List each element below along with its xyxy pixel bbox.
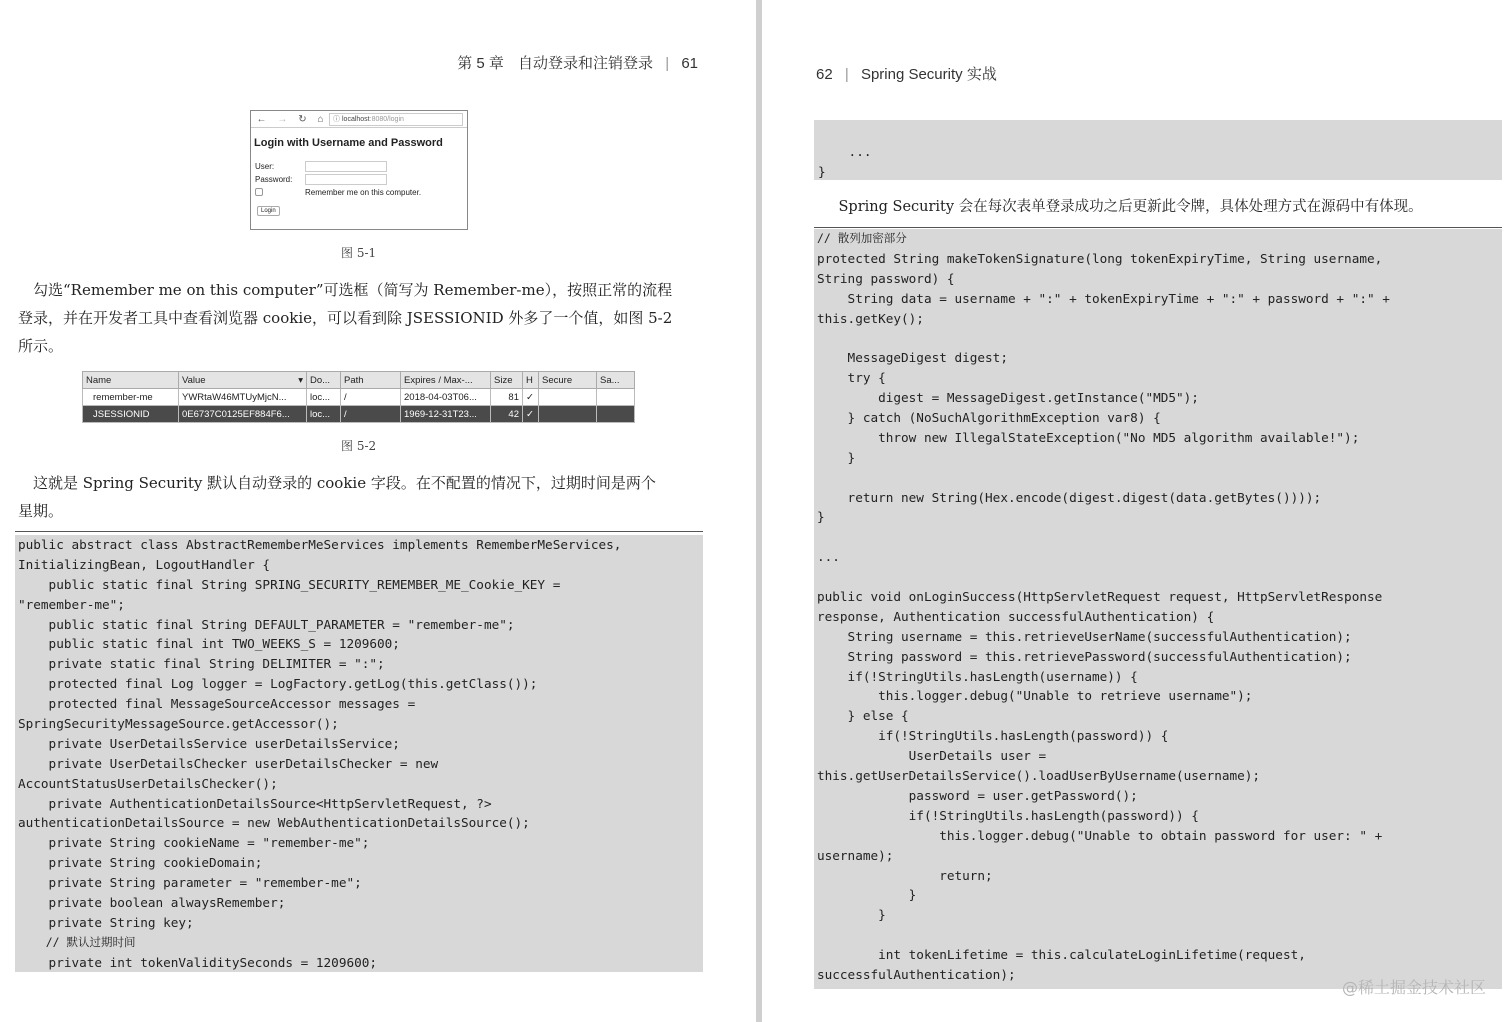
code-line: this.getKey(); (817, 310, 924, 326)
login-form-title: Login with Username and Password (254, 137, 443, 149)
code-line (817, 527, 1502, 547)
paragraph-token-update (824, 193, 1512, 221)
code-line: UserDetails user = (817, 748, 1047, 764)
sort-down-icon: ▾ (298, 374, 303, 386)
code-line: protected final Log logger = LogFactory.getLog(this.getClass()); (18, 676, 538, 692)
password-row (255, 173, 467, 185)
password-label: Password: (255, 174, 293, 184)
table-cell: ✓ (523, 389, 539, 406)
right-page (762, 0, 1512, 1022)
code-line: // 默认过期时间 (18, 934, 136, 949)
paragraph-line: Spring Security 会在每次表单登录成功之后更新此令牌，具体处理方式在源码中有体现。 (824, 199, 1423, 215)
remember-label: Remember me on this computer. (305, 187, 422, 197)
code-line: int tokenLifetime = this.calculateLoginLifetime(request, (817, 947, 1306, 963)
column-header: Path (341, 372, 401, 389)
code-line: throw new IllegalStateException("No MD5 algorithm available!"); (817, 429, 1360, 445)
code-line: } (817, 887, 917, 903)
cookie-row-remember-me (83, 389, 635, 406)
table-cell: 0E6737C0125EF884F6... (179, 406, 307, 423)
table-cell (539, 389, 597, 406)
code-line: return new String(Hex.encode(digest.digest(data.getBytes()))); (817, 489, 1322, 505)
column-header: Size (491, 372, 523, 389)
column-header: Sa... (597, 372, 635, 389)
figure-5-1-caption: 图 5-1 (341, 246, 377, 260)
code-line: private static final String DELIMITER = ":"; (18, 656, 385, 672)
column-header: Value ▾ (179, 372, 307, 389)
code-line: String data = username + ":" + tokenExpiryTime + ":" + password + ":" + (817, 290, 1390, 306)
paragraph-line: 勾选“Remember me on this computer”可选框（简写为 Remember-me），按照正常的流程 (18, 281, 673, 299)
code-line: public static final String SPRING_SECURITY_REMEMBER_ME_Cookie_KEY = (18, 576, 561, 592)
browser-address-bar (251, 111, 467, 128)
code-line: // 散列加密部分 (817, 231, 907, 245)
table-cell: 81 (491, 389, 523, 406)
table-cell: / (341, 406, 401, 423)
code-block-continuation (814, 120, 1502, 180)
paragraph-line: 所示。 (18, 337, 64, 355)
code-top-rule (15, 531, 703, 532)
code-line (817, 567, 1502, 587)
paragraph-line: 登录，并在开发者工具中查看浏览器 cookie，可以看到除 JSESSIONID 外多了一个值，如图 5-2 (18, 309, 673, 327)
code-line: AccountStatusUserDetailsChecker(); (18, 775, 278, 791)
code-line: username); (817, 847, 894, 863)
table-cell: ✓ (523, 406, 539, 423)
table-cell: loc... (307, 389, 341, 406)
code-line: private boolean alwaysRemember; (18, 895, 286, 911)
code-block-token-signature (814, 229, 1502, 989)
login-button: Login (257, 206, 280, 216)
table-cell (597, 389, 635, 406)
code-line: private String cookieDomain; (18, 855, 263, 871)
code-block-remember-me-services (15, 535, 703, 972)
code-line: } (817, 509, 825, 525)
table-cell: 1969-12-31T23... (401, 406, 491, 423)
info-icon: ⓘ (333, 116, 340, 123)
code-line: private UserDetailsChecker userDetailsChecker = new (18, 755, 439, 771)
column-header: H (523, 372, 539, 389)
left-page-header (457, 52, 698, 73)
code-line: password = user.getPassword(); (817, 787, 1138, 803)
figure-5-2-caption: 图 5-2 (341, 439, 377, 453)
code-line: private String key; (18, 914, 194, 930)
code-line: InitializingBean, LogoutHandler { (18, 556, 271, 572)
code-line: } (817, 449, 856, 465)
code-line: String password = this.retrievePassword(successfulAuthentication); (817, 648, 1352, 664)
code-line: public abstract class AbstractRememberMeServices implements RememberMeServices, (18, 537, 622, 552)
code-line: public static final int TWO_WEEKS_S = 1209600; (18, 636, 400, 652)
table-cell: loc... (307, 406, 341, 423)
code-line: response, Authentication successfulAuthentication) { (817, 608, 1215, 624)
code-line: ... (817, 549, 840, 565)
code-line: private String parameter = "remember-me"; (18, 875, 362, 891)
code-line: } catch (NoSuchAlgorithmException var8) { (817, 410, 1161, 426)
code-line: } (817, 907, 886, 923)
code-line: if(!StringUtils.hasLength(password)) { (817, 807, 1199, 823)
home-icon: ⌂ (317, 113, 324, 125)
reload-icon: ↻ (298, 113, 307, 125)
code-line: successfulAuthentication); (817, 966, 1016, 982)
password-input (305, 174, 387, 185)
back-arrow-icon: ← (256, 113, 267, 125)
code-line: this.logger.debug("Unable to retrieve username"); (817, 688, 1253, 704)
code-line: MessageDigest digest; (817, 350, 1008, 366)
code-line: public void onLoginSuccess(HttpServletRequest request, HttpServletResponse (817, 589, 1383, 605)
column-header: Name (83, 372, 179, 389)
cookie-table-screenshot (82, 371, 635, 423)
table-cell: remember-me (83, 389, 179, 406)
table-cell: 42 (491, 406, 523, 423)
url-field (329, 113, 463, 126)
code-line (817, 468, 1502, 488)
code-line (817, 328, 1502, 348)
code-line: public static final String DEFAULT_PARAMETER = "remember-me"; (18, 616, 515, 632)
forward-arrow-icon: → (277, 113, 288, 125)
column-header: Secure (539, 372, 597, 389)
url-path: :8080/login (369, 115, 404, 123)
code-line: private UserDetailsService userDetailsService; (18, 735, 400, 751)
table-cell: 2018-04-03T06... (401, 389, 491, 406)
user-input (305, 161, 387, 172)
code-line: private String cookieName = "remember-me"; (18, 835, 370, 851)
code-line: String password) { (817, 270, 955, 286)
code-line: SpringSecurityMessageSource.getAccessor(); (18, 716, 339, 732)
page-number: 61 (681, 55, 698, 72)
code-line: this.getUserDetailsService().loadUserByUsername(username); (817, 768, 1261, 784)
code-line: "remember-me"; (18, 596, 125, 612)
code-line: } else { (817, 708, 909, 724)
chapter-label: 第 5 章 (457, 55, 504, 72)
paragraph-line: 这就是 Spring Security 默认自动登录的 cookie 字段。在不配置的情况下，过期时间是两个 (18, 474, 656, 492)
page-number: 62 (816, 66, 833, 83)
code-line: digest = MessageDigest.getInstance("MD5"); (817, 390, 1199, 406)
cookie-table-header (83, 372, 635, 389)
code-line: private int tokenValiditySeconds = 1209600; (18, 954, 378, 970)
code-line: } (818, 163, 826, 179)
code-line: ... (818, 144, 872, 159)
column-header: Expires / Max-... (401, 372, 491, 389)
code-line: private AuthenticationDetailsSource<HttpServletRequest, ?> (18, 795, 492, 811)
code-line: if(!StringUtils.hasLength(username)) { (817, 668, 1138, 684)
code-line: if(!StringUtils.hasLength(password)) { (817, 728, 1169, 744)
table-cell: / (341, 389, 401, 406)
code-line: authenticationDetailsSource = new WebAuthenticationDetailsSource(); (18, 815, 530, 831)
browser-nav-buttons (251, 114, 329, 125)
user-row (255, 159, 467, 173)
code-line (817, 925, 1502, 945)
code-line: protected final MessageSourceAccessor messages = (18, 696, 416, 712)
code-line: String username = this.retrieveUserName(successfulAuthentication); (817, 628, 1352, 644)
table-cell (539, 406, 597, 423)
chapter-title: 自动登录和注销登录 (518, 55, 654, 72)
paragraph-remember-me (18, 276, 708, 360)
right-page-header (816, 63, 997, 84)
watermark: @稀土掘金技术社区 (1341, 978, 1486, 997)
code-line: this.logger.debug("Unable to obtain password for user: " + (817, 827, 1383, 843)
remember-row (255, 185, 467, 199)
code-line: try { (817, 370, 886, 386)
column-header: Do... (307, 372, 341, 389)
header-separator: | (844, 66, 849, 83)
header-separator: | (665, 55, 670, 72)
paragraph-line: 星期。 (18, 502, 64, 520)
code-line: return; (817, 867, 993, 883)
table-cell: YWRtaW46MTUyMjcN... (179, 389, 307, 406)
paragraph-default-cookie (18, 469, 708, 525)
table-cell: JSESSIONID (83, 406, 179, 423)
cookie-row-jsessionid (83, 406, 635, 423)
code-line: protected String makeTokenSignature(long tokenExpiryTime, String username, (817, 250, 1383, 266)
code-top-rule (814, 227, 1502, 228)
book-title: Spring Security 实战 (860, 66, 997, 83)
login-browser-screenshot (250, 110, 468, 230)
url-host: localhost (342, 115, 370, 123)
table-cell (597, 406, 635, 423)
remember-checkbox (255, 188, 263, 196)
user-label: User: (255, 161, 275, 171)
